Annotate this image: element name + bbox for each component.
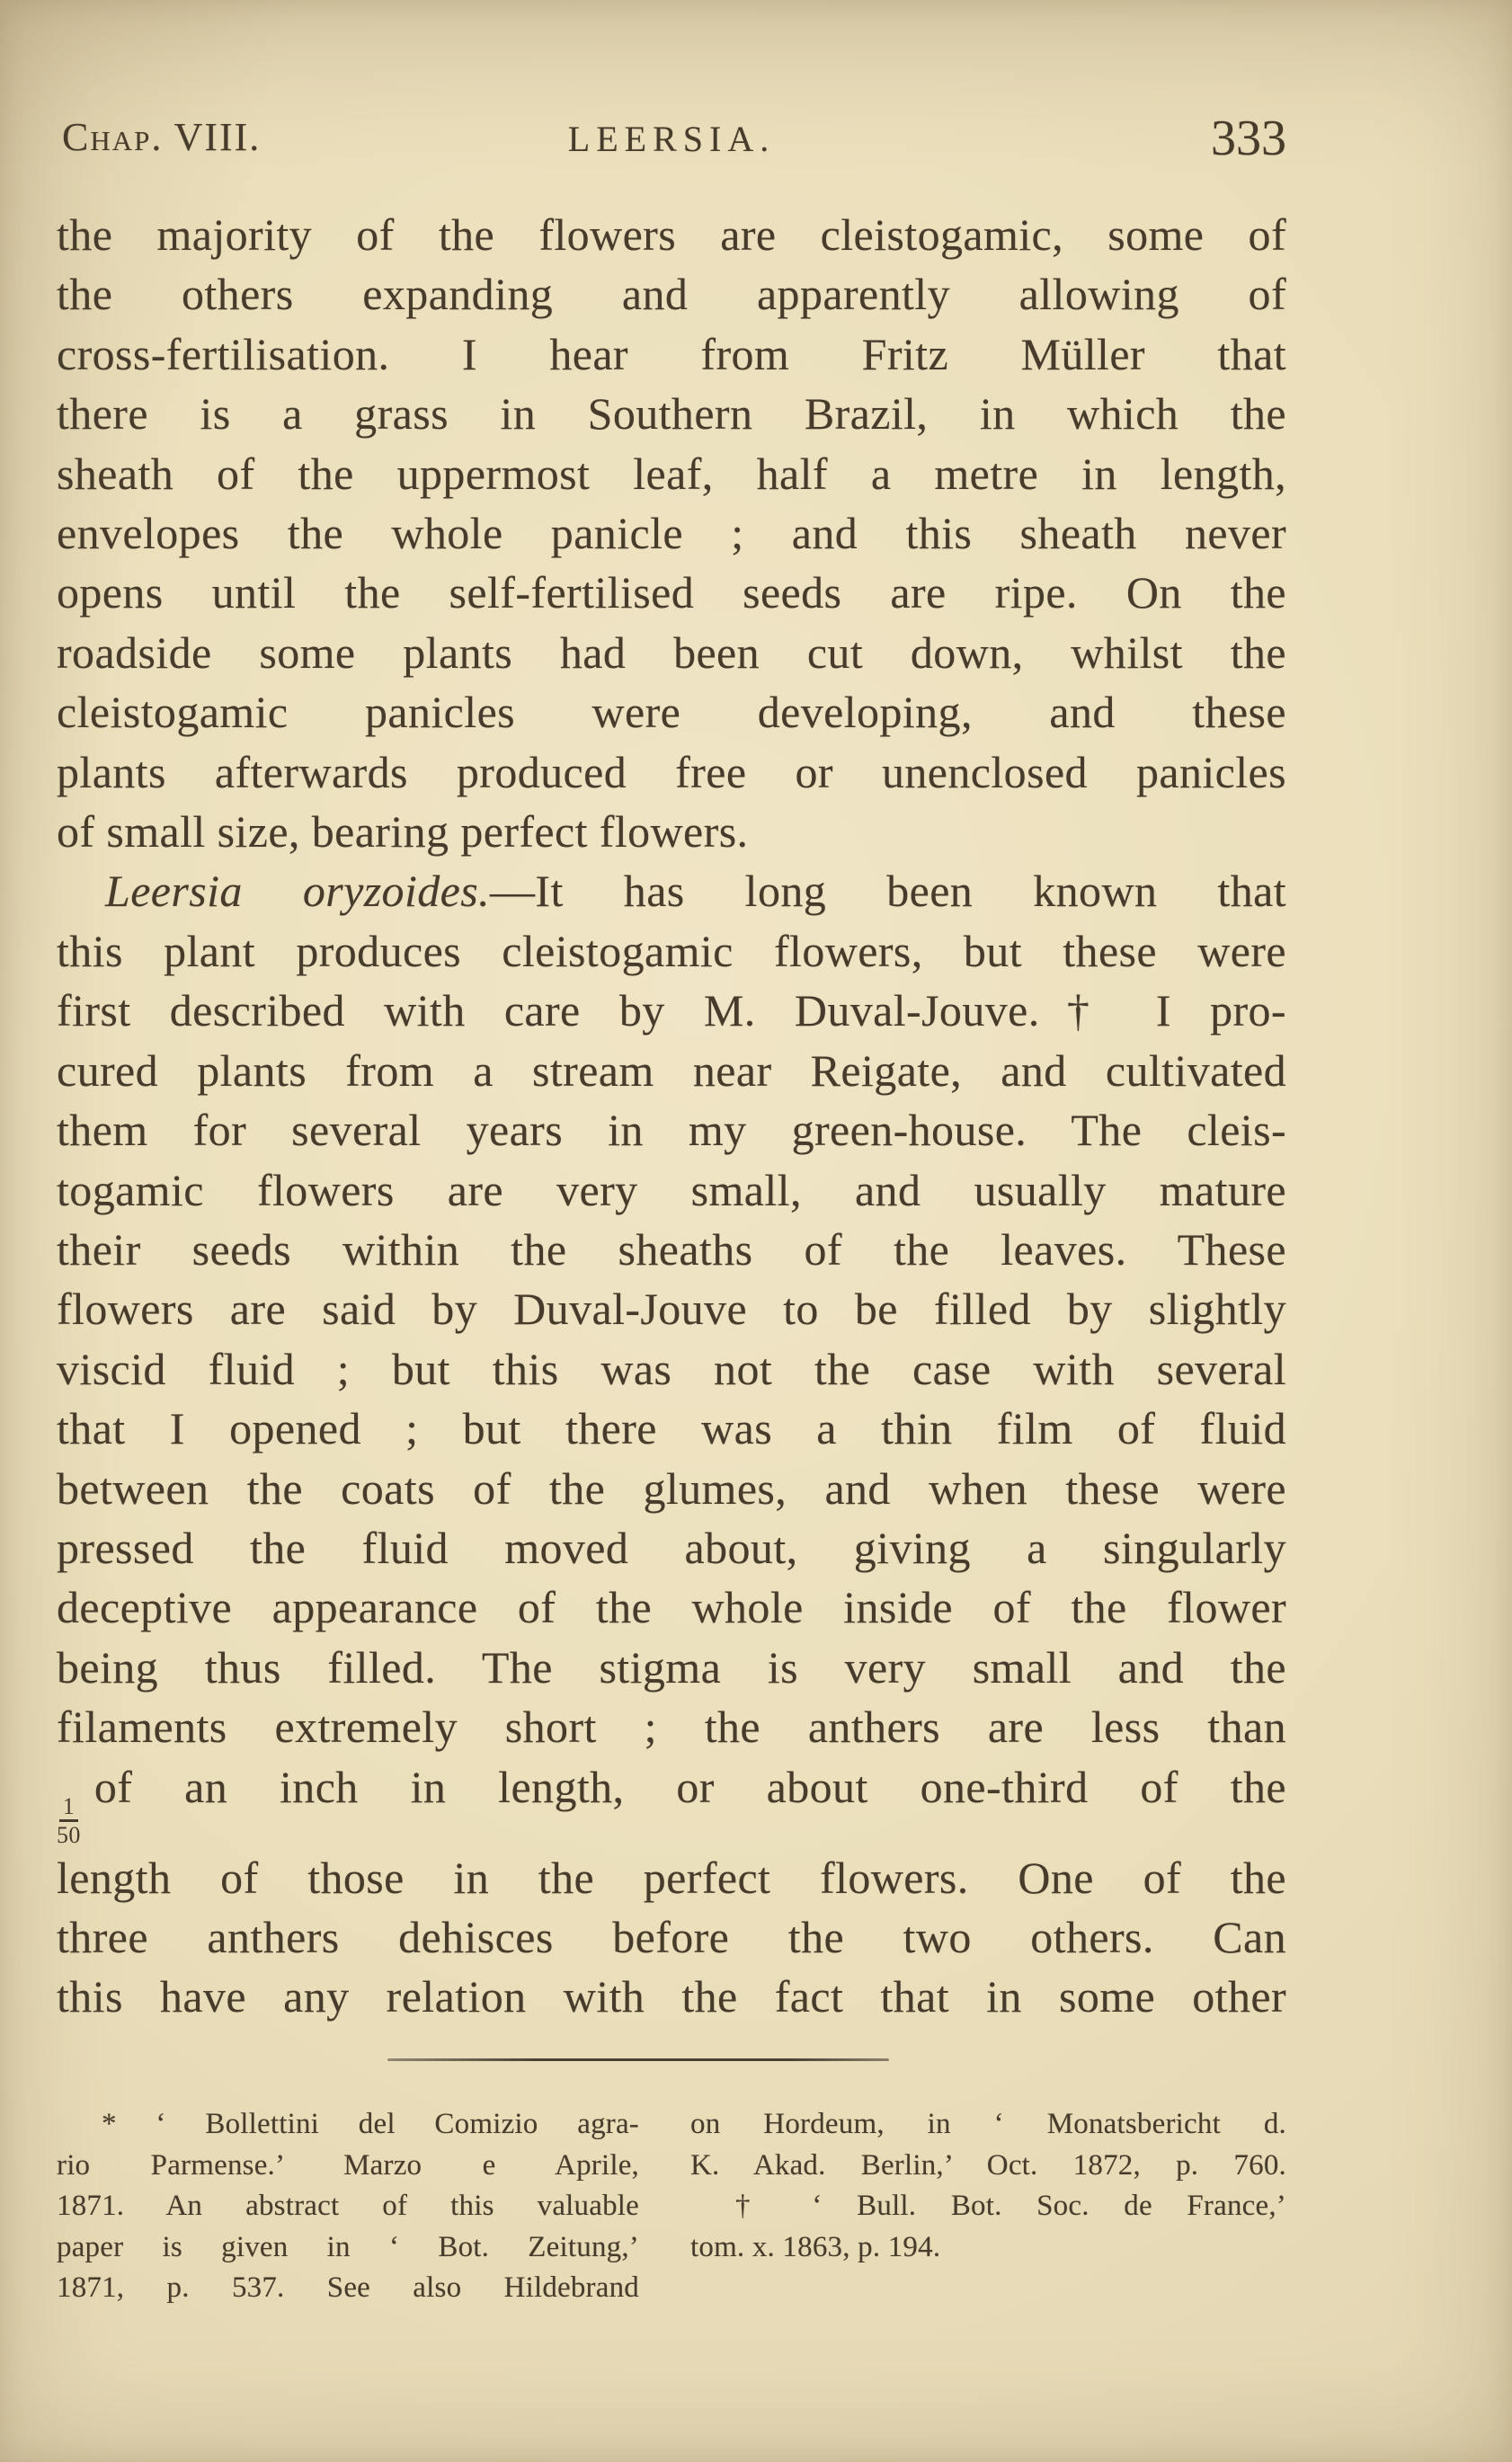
body-line: between the coats of the glumes, and when these were xyxy=(57,1462,1286,1514)
body-line: there is a grass in Southern Brazil, in which the xyxy=(57,388,1286,440)
body-line: them for several years in my green-house. The cleis- xyxy=(57,1105,1286,1156)
body-line: cross-fertilisation. I hear from Fritz Müller that xyxy=(57,328,1286,379)
body-line: deceptive appearance of the whole inside of the flower xyxy=(57,1582,1286,1633)
body-line: length of those in the perfect flowers. One of the xyxy=(57,1852,1286,1903)
body-line: opens until the self-fertilised seeds are ripe. On the xyxy=(57,567,1286,618)
body-line-text: —It has long been known that xyxy=(490,866,1286,917)
body-line: plants afterwards produced free or unenclosed panicles xyxy=(57,746,1286,797)
footnote-line: † ‘ Bull. Bot. Soc. de France,’ xyxy=(735,2190,1286,2222)
body-line-text: of an inch in length, or about one-third of the xyxy=(93,1761,1286,1812)
footnote-separator-rule xyxy=(387,2058,889,2061)
chapter-label: Chap. VIII. xyxy=(62,115,262,159)
body-line: being thus filled. The stigma is very small and the xyxy=(57,1641,1286,1693)
body-line: filaments extremely short ; the anthers are less than xyxy=(57,1702,1286,1753)
footnote-line: paper is given in ‘ Bot. Zeitung,’ xyxy=(57,2230,639,2263)
footnote-line: on Hordeum, in ‘ Monatsbericht d. xyxy=(690,2108,1286,2140)
footnote-line: rio Parmense.’ Marzo e Aprile, xyxy=(57,2148,639,2182)
body-line: three anthers dehisces before the two others. Can xyxy=(57,1912,1286,1963)
body-line-species-paragraph xyxy=(57,861,1286,920)
body-line: sheath of the uppermost leaf, half a metre in length, xyxy=(57,448,1286,499)
fraction-denominator: 50 xyxy=(57,1822,81,1849)
footnote-line: tom. x. 1863, p. 194. xyxy=(690,2230,941,2263)
body-line: togamic flowers are very small, and usually mature xyxy=(57,1164,1286,1215)
body-text xyxy=(57,205,1286,2027)
body-line-paragraph-end: of small size, bearing perfect flowers. xyxy=(57,806,749,858)
body-line: cured plants from a stream near Reigate, and cultivated xyxy=(57,1044,1286,1096)
body-line: flowers are said by Duval-Jouve to be filled by slightly xyxy=(57,1284,1286,1335)
footnote-column-left xyxy=(57,2104,639,2309)
page-number: 333 xyxy=(1211,111,1286,166)
species-name: Leersia oryzoides. xyxy=(105,866,490,917)
body-line: their seeds within the sheaths of the leaves. These xyxy=(57,1223,1286,1275)
body-line-with-fraction xyxy=(57,1757,1286,1848)
body-line: that I opened ; but there was a thin film of fluid xyxy=(57,1403,1286,1454)
body-line: the others expanding and apparently allowing of xyxy=(57,269,1286,320)
body-line: envelopes the whole panicle ; and this sheath never xyxy=(57,508,1286,559)
fraction-numerator: 1 xyxy=(59,1794,78,1822)
footnote-line: K. Akad. Berlin,’ Oct. 1872, p. 760. xyxy=(690,2148,1286,2182)
fraction-one-fiftieth xyxy=(57,1794,81,1848)
body-line: this have any relation with the fact that in some other xyxy=(57,1971,1286,2022)
body-line: the majority of the flowers are cleistogamic, some of xyxy=(57,209,1286,260)
body-line: first described with care by M. Duval-Jouve.† I pro- xyxy=(57,985,1286,1036)
footnote-column-right xyxy=(690,2104,1286,2309)
body-line: roadside some plants had been cut down, whilst the xyxy=(57,627,1286,678)
footnote-line: 1871. An abstract of this valuable xyxy=(57,2190,639,2222)
body-line: this plant produces cleistogamic flowers, but these were xyxy=(57,925,1286,976)
body-line: viscid fluid ; but this was not the case with several xyxy=(57,1343,1286,1394)
footnote-line: 1871, p. 537. See also Hildebrand xyxy=(57,2271,639,2304)
body-line: cleistogamic panicles were developing, and these xyxy=(57,687,1286,738)
footnotes xyxy=(57,2104,1286,2309)
footnote-line: * ‘ Bollettini del Comizio agra- xyxy=(102,2108,639,2140)
page-title: LEERSIA. xyxy=(567,119,776,159)
body-line: pressed the fluid moved about, giving a singularly xyxy=(57,1522,1286,1573)
running-header xyxy=(57,106,1286,164)
